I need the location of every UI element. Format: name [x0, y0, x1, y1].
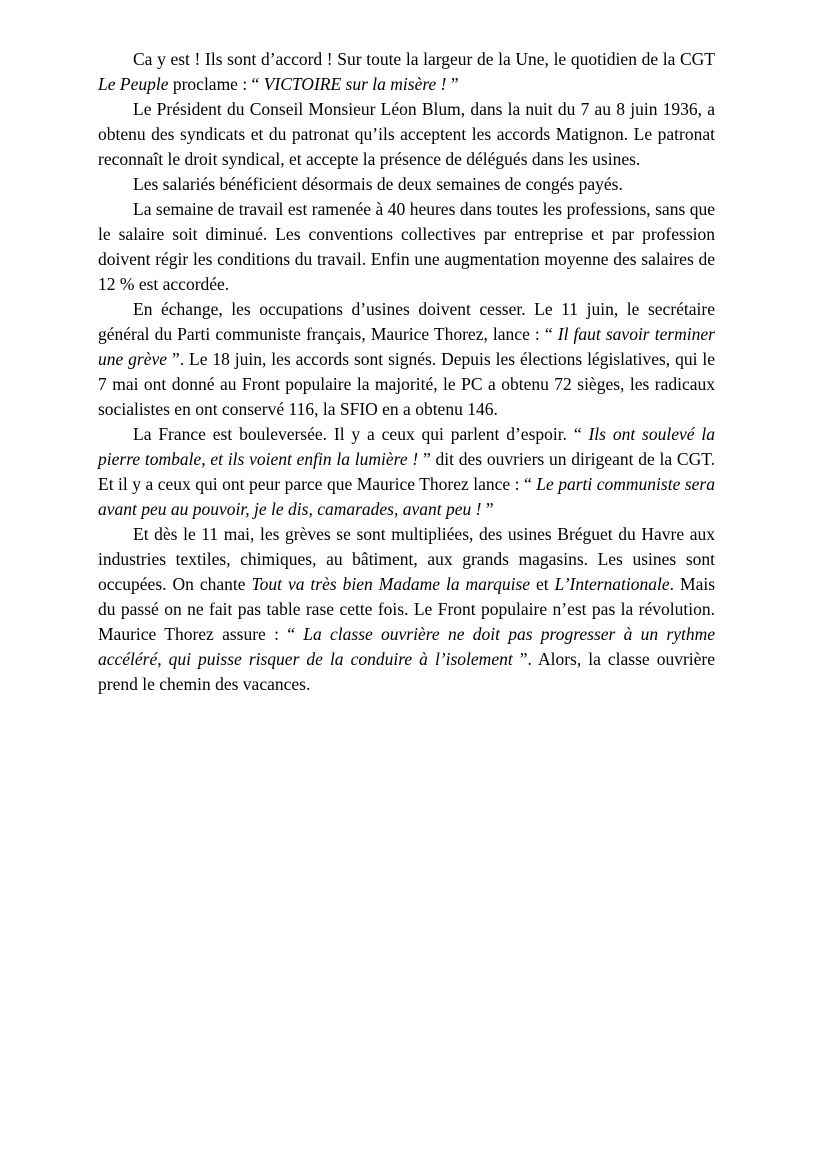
text-segment: ”. Alors, la classe ouvrière prend le chemin des vacances.: [98, 649, 716, 694]
text-segment: Et dès le 11 mai, les grèves se sont multipliées, des usines Bréguet du Havre aux industries textiles, chimiques, au bâtiment, aux grands magasins. Les usines sont occupées. On chante: [98, 524, 715, 594]
paragraph-4: [98, 197, 715, 297]
italic-text-segment: Le Peuple: [98, 74, 169, 94]
text-segment: ”: [481, 499, 494, 519]
italic-text-segment: L’Internationale: [554, 574, 670, 594]
text-segment: ” dit des ouvriers un dirigeant de la CGT. Et il y a ceux qui ont peur parce que Maurice Thorez lance : “: [98, 449, 715, 494]
italic-text-segment: Tout va très bien Madame la marquise: [251, 574, 531, 594]
text-segment: ”: [446, 74, 459, 94]
text-segment: Ca y est ! Ils sont d’accord ! Sur toute la largeur de la Une, le quotidien de la CGT: [133, 49, 715, 69]
paragraph-7: [98, 522, 715, 697]
document-body: [98, 47, 715, 697]
italic-text-segment: Ils ont soulevé la pierre tombale, et ils voient enfin la lumière !: [98, 424, 715, 469]
text-segment: et: [530, 574, 555, 594]
text-segment: La France est bouleversée. Il y a ceux qui parlent d’espoir. “: [133, 424, 589, 444]
paragraph-6: [98, 422, 715, 522]
italic-text-segment: La classe ouvrière ne doit pas progresser à un rythme accéléré, qui puisse risquer de la conduire à l’isolement: [98, 624, 715, 669]
text-segment: Les salariés bénéficient désormais de deux semaines de congés payés.: [133, 174, 623, 194]
paragraph-5: [98, 297, 715, 422]
paragraph-2: [98, 97, 715, 172]
text-segment: . Mais du passé on ne fait pas table rase cette fois. Le Front populaire n’est pas la révolution. Maurice Thorez assure : “: [98, 574, 716, 644]
text-segment: En échange, les occupations d’usines doivent cesser. Le 11 juin, le secrétaire général du Parti communiste français, Maurice Thorez, lance : “: [98, 299, 715, 344]
italic-text-segment: Il faut savoir terminer une grève: [98, 324, 715, 369]
text-segment: proclame : “: [168, 74, 264, 94]
text-segment: Le Président du Conseil Monsieur Léon Blum, dans la nuit du 7 au 8 juin 1936, a obtenu des syndicats et du patronat qu’ils acceptent les accords Matignon. Le patronat reconnaît le droit syndical, et accepte la présence de délégués dans les usines.: [98, 99, 715, 169]
italic-text-segment: VICTOIRE sur la misère !: [263, 74, 447, 94]
italic-text-segment: Le parti communiste sera avant peu au pouvoir, je le dis, camarades, avant peu !: [98, 474, 715, 519]
text-segment: La semaine de travail est ramenée à 40 heures dans toutes les professions, sans que le salaire soit diminué. Les conventions collectives par entreprise et par profession doivent régir les conditions du travail. Enfin une augmentation moyenne des salaires de 12 % est accordée.: [98, 199, 715, 294]
text-segment: ”. Le 18 juin, les accords sont signés. Depuis les élections législatives, qui le 7 mai ont donné au Front populaire la majorité, le PC a obtenu 72 sièges, les radicaux socialistes en ont conservé 116, la SFIO en a obtenu 146.: [98, 349, 715, 419]
paragraph-3: [98, 172, 715, 197]
paragraph-1: [98, 47, 715, 97]
